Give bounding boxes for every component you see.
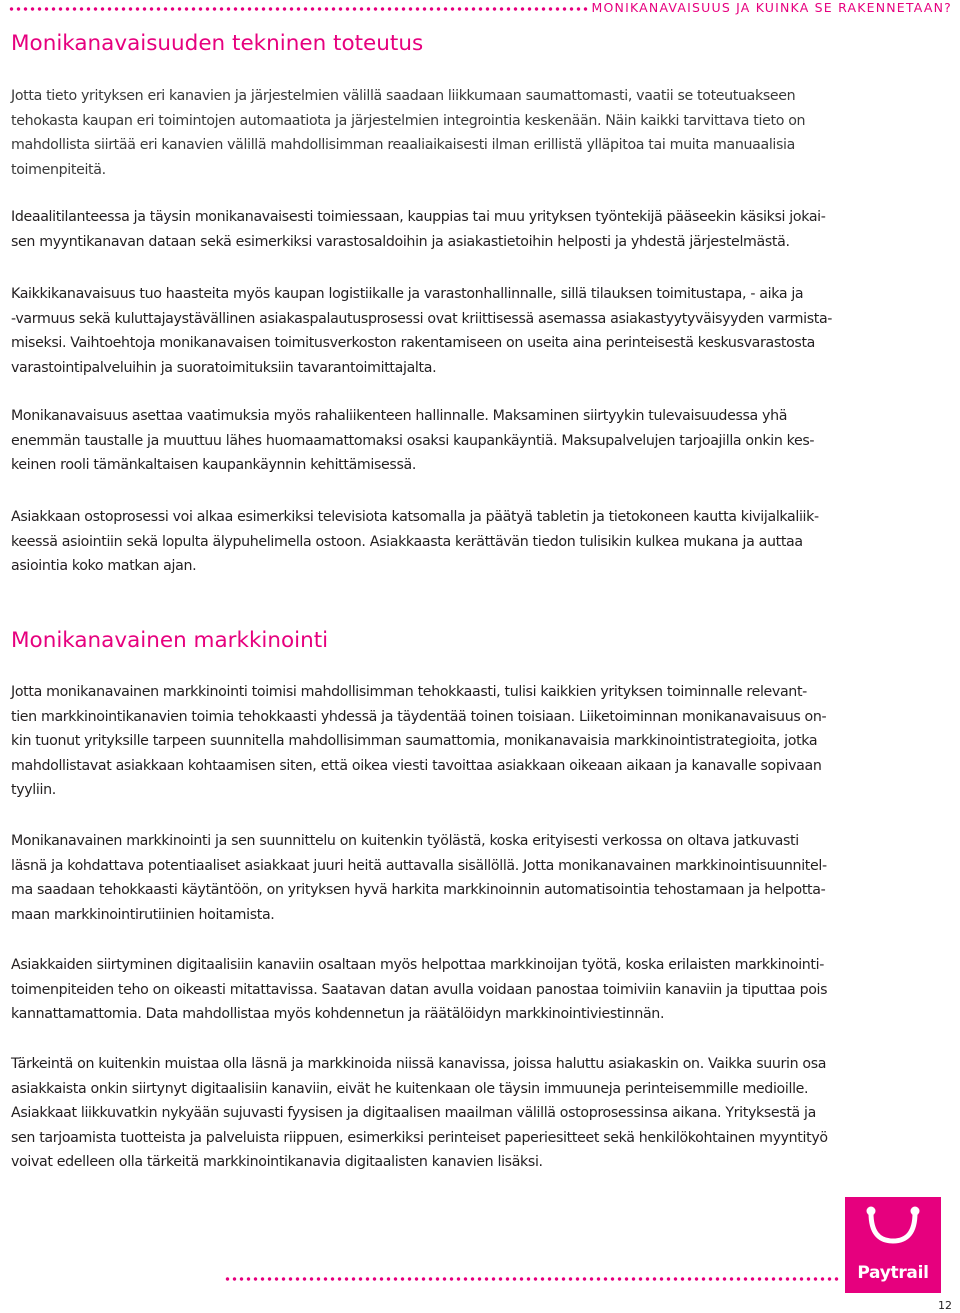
header-label: MONIKANAVAISUUS JA KUINKA SE RAKENNETAAN?: [591, 0, 952, 15]
shopping-bag-icon: [845, 1197, 941, 1257]
paragraph: [11, 680, 951, 803]
header-dot-rule: [8, 6, 588, 12]
paragraph: [11, 282, 951, 380]
paragraph-line: Monikanavaisuus asettaa vaatimuksia myös rahaliikenteen hallinnalle. Maksaminen siirtyykin tulevaisuudessa yhä: [11, 408, 788, 424]
paragraph-line: -varmuus sekä kuluttajaystävällinen asiakaspalautusprosessi ovat kriittisessä asemassa asiakastyytyväisyyden varmista-: [11, 310, 833, 327]
paragraph-line: sen tarjoamista tuotteista ja palveluista riippuen, esimerkiksi perinteiset paperiesitteet sekä henkilökohtainen myyntityö: [11, 1129, 828, 1146]
paragraph-line: toimenpiteiden teho on oikeasti mitattavissa. Saatavan datan avulla voidaan panostaa toimiviin kanaviin ja tiputtaa pois: [11, 981, 828, 998]
paragraph-line: mahdollistavat asiakkaan kohtaamisen siten, että oikea viesti tavoittaa asiakkaan oikeaan aikaan ja kanavalle sopivaan: [11, 757, 822, 774]
paragraph-line: kin tuonut yrityksille tarpeen suunnitella mahdollisimman saumattomia, monikanavaisia markkinointistrategioita, jotka: [11, 733, 818, 750]
paragraph-line: ma saadaan tehokkaasti käytäntöön, on yrityksen hyvä harkita markkinoinnin automatisointia tehostamaan ja helpotta-: [11, 882, 826, 899]
paragraph-line: asiakkaista onkin siirtynyt digitaalisiin kanaviin, eivät he kuitenkaan ole täysin immuuneja perinteisemmille medioille.: [11, 1080, 809, 1097]
section-title-technical: Monikanavaisuuden tekninen toteutus: [11, 31, 424, 56]
paragraph: [11, 404, 951, 478]
footer-dot-rule: [224, 1276, 840, 1282]
paragraph-line: toimenpiteitä.: [11, 161, 106, 178]
paragraph-line: Ideaalitilanteessa ja täysin monikanavaisesti toimiessaan, kauppias tai muu yrityksen työntekijä pääseekin käsiksi jokai-: [11, 209, 826, 225]
paragraph-line: voivat edelleen olla tärkeitä markkinointikanavia digitaalisten kanavien lisäksi.: [11, 1154, 543, 1171]
paragraph-line: varastointipalveluihin ja suoratoimituksiin tavarantoimittajalta.: [11, 359, 437, 376]
paragraph-line: miseksi. Vaihtoehtoja monikanavaisen toimitusverkoston rakentamiseen on useita aina perinteisestä keskusvarastosta: [11, 335, 816, 352]
paragraph: [11, 1052, 951, 1175]
paragraph-line: läsnä ja kohdattava potentiaaliset asiakkaat juuri heitä auttavalla sisällöllä. Jotta monikanavainen markkinointisuunnitel-: [11, 857, 827, 874]
paragraph: [11, 84, 951, 182]
paragraph-line: Tärkeintä on kuitenkin muistaa olla läsnä ja markkinoida niissä kanavissa, joissa haluttu asiakaskin on. Vaikka suurin osa: [11, 1056, 827, 1072]
paragraph: [11, 829, 951, 927]
paragraph-line: tien markkinointikanavien toimia tehokkaasti yhdessä ja täydentää toinen toisiaan. Liiketoiminnan monikanavaisuus on-: [11, 708, 827, 725]
paragraph: [11, 205, 951, 254]
paragraph-line: Asiakkaan ostoprosessi voi alkaa esimerkiksi televisiota katsomalla ja päätyä tabletin ja tietokoneen kautta kivijalkaliik-: [11, 509, 819, 525]
logo-wordmark: Paytrail: [857, 1263, 929, 1283]
paragraph-line: mahdollista siirtää eri kanavien välillä mahdollisimman reaaliaikaisesti ilman erillistä ylläpitoa tai muita manuaalisia: [11, 137, 795, 154]
paragraph-line: keinen rooli tämänkaltaisen kaupankäynnin kehittämisessä.: [11, 457, 417, 474]
paragraph-line: Asiakkaiden siirtyminen digitaalisiin kanaviin osaltaan myös helpottaa markkinoijan työtä, koska erilaisten markkinointi-: [11, 957, 825, 973]
paragraph-line: kannattamattomia. Data mahdollistaa myös kohdennetun ja räätälöidyn markkinointiviestinnän.: [11, 1006, 665, 1023]
page-number: 12: [938, 1299, 952, 1312]
section-title-marketing: Monikanavainen markkinointi: [11, 628, 329, 653]
paragraph-line: sen myyntikanavan dataan sekä esimerkiksi varastosaldoihin ja asiakastietoihin helposti ja yhdestä järjestelmästä.: [11, 233, 790, 250]
paragraph-line: Kaikkikanavaisuus tuo haasteita myös kaupan logistiikalle ja varastonhallinnalle, sillä tilauksen toimitustapa, - aika ja: [11, 286, 804, 302]
paragraph-line: keessä asiointiin sekä lopulta älypuhelimella ostoon. Asiakkaasta kerättävän tiedon tulisikin kulkea mukana ja auttaa: [11, 533, 803, 550]
paragraph: [11, 953, 951, 1027]
paragraph-line: asiointia koko matkan ajan.: [11, 558, 197, 575]
paragraph-line: Jotta tieto yrityksen eri kanavien ja järjestelmien välillä saadaan liikkumaan saumattomasti, vaatii se toteutuakseen: [11, 88, 796, 104]
paragraph-line: Jotta monikanavainen markkinointi toimisi mahdollisimman tehokkaasti, tulisi kaikkien yrityksen toiminnalle relevant-: [11, 684, 807, 700]
paragraph-line: tehokasta kaupan eri toimintojen automaatiota ja järjestelmien integrointia keskenään. Näin kaikki tarvittava tieto on: [11, 112, 806, 129]
paragraph-line: enemmän taustalle ja muuttuu lähes huomaamattomaksi osaksi kaupankäyntiä. Maksupalvelujen tarjoajilla onkin kes-: [11, 432, 815, 449]
paragraph-line: maan markkinointirutiinien hoitamista.: [11, 906, 275, 923]
paragraph-line: tyyliin.: [11, 782, 56, 799]
paragraph-line: Asiakkaat liikkuvatkin nykyään sujuvasti fyysisen ja digitaalisen maailman välillä ostoprosessinsa aikana. Yrityksestä ja: [11, 1105, 816, 1122]
paytrail-logo: [845, 1197, 941, 1293]
paragraph-line: Monikanavainen markkinointi ja sen suunnittelu on kuitenkin työlästä, koska erityisesti verkossa on oltava jatkuvasti: [11, 833, 799, 849]
paragraph: [11, 505, 951, 579]
